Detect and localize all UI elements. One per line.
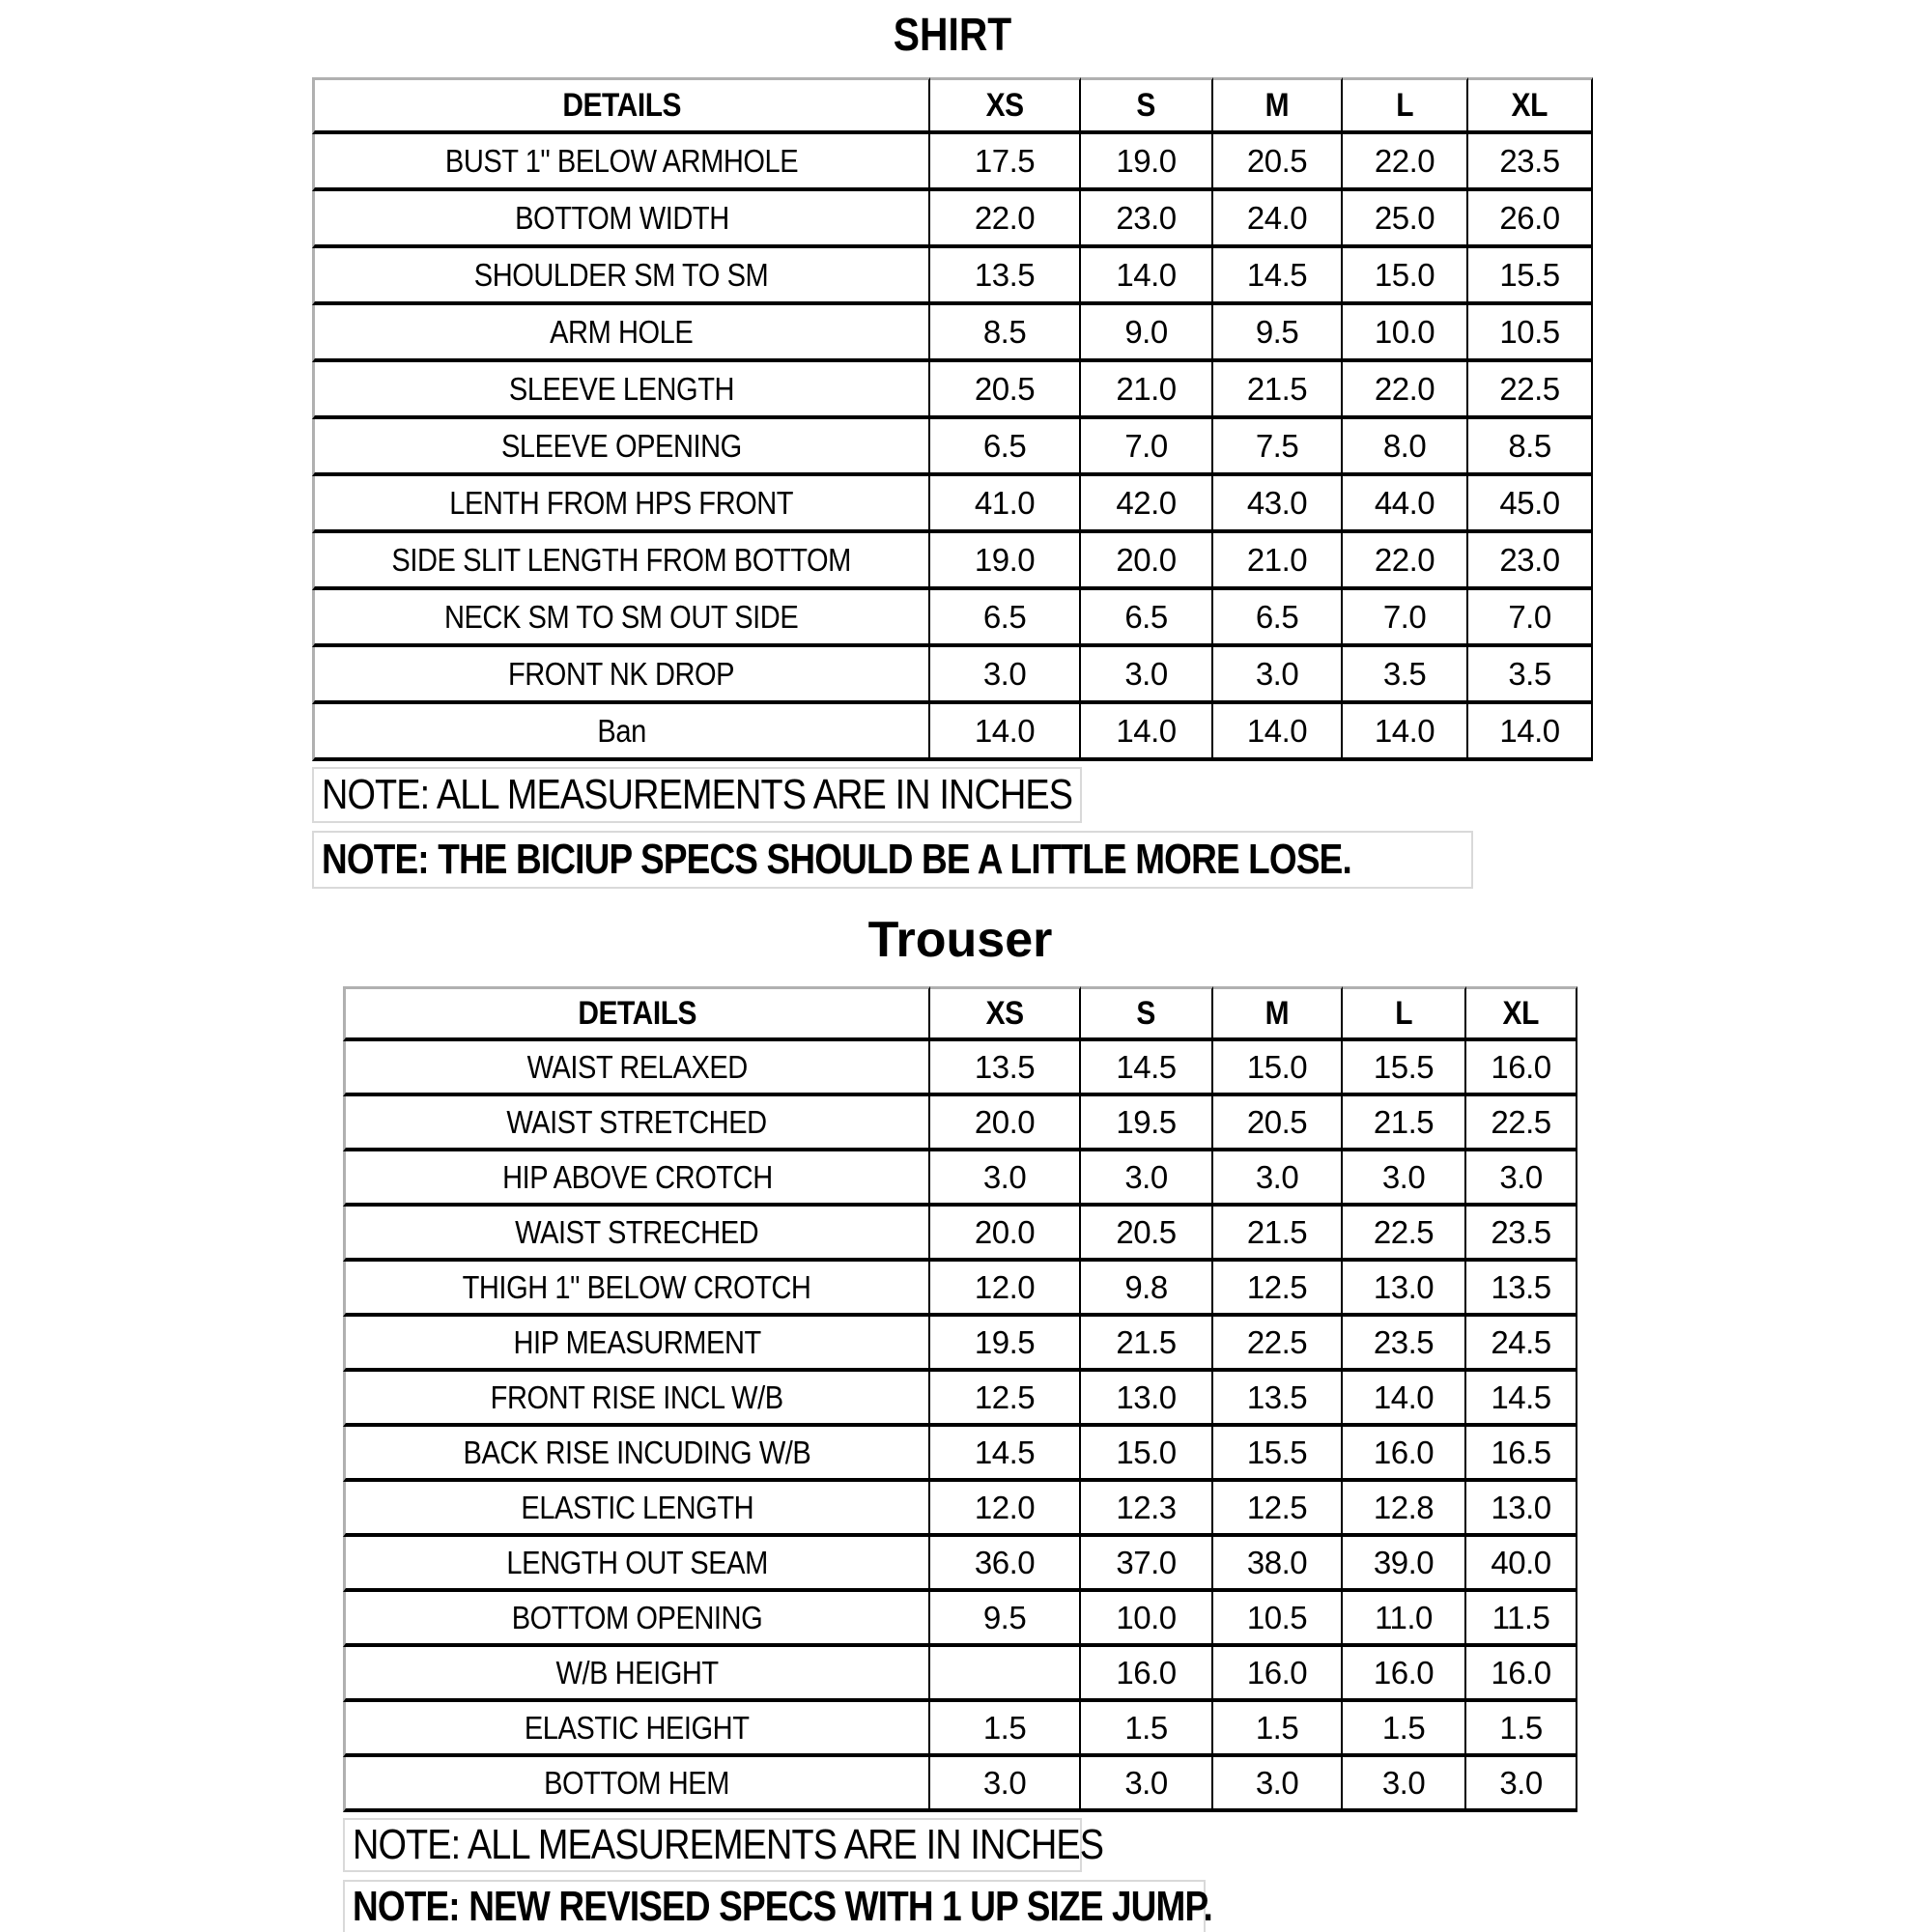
value-cell: 15.5 <box>1343 1041 1466 1096</box>
value-cell: 21.0 <box>1213 533 1343 590</box>
value-cell: 22.0 <box>1343 134 1468 191</box>
table-row <box>343 1647 1577 1702</box>
value-cell: 7.0 <box>1343 590 1468 647</box>
column-header-xs <box>930 77 1081 134</box>
detail-label-cell <box>312 362 930 419</box>
value-cell: 7.0 <box>1468 590 1593 647</box>
value-cell: 1.5 <box>1081 1702 1213 1757</box>
column-header-xl <box>1468 77 1593 134</box>
detail-label: WAIST STRETCHED <box>506 1103 768 1140</box>
table-row <box>312 305 1593 362</box>
value-cell: 38.0 <box>1213 1537 1343 1592</box>
table-row <box>343 1537 1577 1592</box>
value-cell: 16.0 <box>1081 1647 1213 1702</box>
value-cell: 22.5 <box>1466 1096 1577 1151</box>
value-cell: 19.5 <box>1081 1096 1213 1151</box>
value-cell: 3.0 <box>930 1151 1081 1207</box>
value-cell: 6.5 <box>1081 590 1213 647</box>
table-row <box>312 362 1593 419</box>
value-cell: 1.5 <box>1466 1702 1577 1757</box>
value-cell: 42.0 <box>1081 476 1213 533</box>
value-cell: 20.5 <box>1213 1096 1343 1151</box>
table-row <box>312 134 1593 191</box>
value-cell: 3.0 <box>930 1757 1081 1812</box>
value-cell: 22.5 <box>1213 1317 1343 1372</box>
shirt-note-measurements-text: NOTE: ALL MEASUREMENTS ARE IN INCHES <box>322 771 1073 818</box>
value-cell: 3.0 <box>1466 1151 1577 1207</box>
value-cell: 10.0 <box>1081 1592 1213 1647</box>
value-cell: 23.5 <box>1468 134 1593 191</box>
detail-label-cell <box>312 134 930 191</box>
value-cell: 13.0 <box>1343 1262 1466 1317</box>
value-cell: 21.5 <box>1213 362 1343 419</box>
value-cell: 13.5 <box>930 1041 1081 1096</box>
value-cell: 12.5 <box>1213 1482 1343 1537</box>
column-header-details <box>343 986 930 1041</box>
value-cell: 21.0 <box>1081 362 1213 419</box>
value-cell: 16.0 <box>1343 1427 1466 1482</box>
value-cell: 14.0 <box>1081 704 1213 761</box>
value-cell: 8.0 <box>1343 419 1468 476</box>
table-row <box>312 590 1593 647</box>
value-cell: 23.0 <box>1468 533 1593 590</box>
value-cell: 19.0 <box>930 533 1081 590</box>
value-cell: 11.5 <box>1466 1592 1577 1647</box>
detail-label-cell <box>343 1207 930 1262</box>
column-header-label: S <box>1136 994 1156 1032</box>
value-cell: 13.0 <box>1466 1482 1577 1537</box>
detail-label: W/B HEIGHT <box>555 1654 719 1690</box>
header-row <box>343 986 1577 1041</box>
value-cell: 23.0 <box>1081 191 1213 248</box>
detail-label-cell <box>312 647 930 704</box>
column-header-s <box>1081 986 1213 1041</box>
shirt-note-bicep-specs <box>312 831 1473 889</box>
detail-label-cell <box>343 1757 930 1812</box>
value-cell: 22.0 <box>1343 533 1468 590</box>
value-cell: 15.5 <box>1213 1427 1343 1482</box>
detail-label: ARM HOLE <box>550 313 694 350</box>
detail-label: BOTTOM WIDTH <box>514 199 729 236</box>
value-cell: 25.0 <box>1343 191 1468 248</box>
column-header-label: L <box>1396 86 1413 124</box>
detail-label: WAIST RELAXED <box>526 1048 748 1085</box>
detail-label-cell <box>343 1592 930 1647</box>
table-row <box>343 1757 1577 1812</box>
value-cell: 20.0 <box>930 1096 1081 1151</box>
value-cell: 3.0 <box>1081 647 1213 704</box>
table-row <box>343 1427 1577 1482</box>
detail-label: HIP ABOVE CROTCH <box>501 1158 773 1195</box>
detail-label: Ban <box>597 712 646 749</box>
detail-label-cell <box>312 248 930 305</box>
header-row <box>312 77 1593 134</box>
value-cell: 23.5 <box>1466 1207 1577 1262</box>
column-header-details <box>312 77 930 134</box>
detail-label-cell <box>343 1262 930 1317</box>
table-row <box>312 476 1593 533</box>
column-header-label: DETAILS <box>562 86 681 124</box>
detail-label: LENGTH OUT SEAM <box>506 1544 768 1580</box>
value-cell: 16.0 <box>1343 1647 1466 1702</box>
value-cell: 41.0 <box>930 476 1081 533</box>
detail-label-cell <box>312 533 930 590</box>
value-cell: 40.0 <box>1466 1537 1577 1592</box>
value-cell: 13.0 <box>1081 1372 1213 1427</box>
value-cell: 3.5 <box>1343 647 1468 704</box>
value-cell: 11.0 <box>1343 1592 1466 1647</box>
column-header-label: L <box>1395 994 1412 1032</box>
value-cell: 17.5 <box>930 134 1081 191</box>
detail-label: BOTTOM HEM <box>544 1764 730 1801</box>
detail-label-cell <box>312 704 930 761</box>
value-cell: 23.5 <box>1343 1317 1466 1372</box>
value-cell: 37.0 <box>1081 1537 1213 1592</box>
value-cell: 20.5 <box>1081 1207 1213 1262</box>
detail-label-cell <box>343 1427 930 1482</box>
detail-label: FRONT RISE INCL W/B <box>490 1378 784 1415</box>
value-cell: 8.5 <box>1468 419 1593 476</box>
table-row <box>312 419 1593 476</box>
value-cell: 12.3 <box>1081 1482 1213 1537</box>
value-cell: 20.0 <box>930 1207 1081 1262</box>
detail-label-cell <box>343 1096 930 1151</box>
value-cell: 10.5 <box>1213 1592 1343 1647</box>
detail-label-cell <box>312 305 930 362</box>
value-cell: 3.0 <box>1213 1151 1343 1207</box>
detail-label: ELASTIC HEIGHT <box>525 1709 750 1746</box>
table-row <box>312 704 1593 761</box>
value-cell: 1.5 <box>1343 1702 1466 1757</box>
value-cell: 12.5 <box>1213 1262 1343 1317</box>
column-header-label: XL <box>1511 86 1548 124</box>
detail-label: BOTTOM OPENING <box>511 1599 763 1635</box>
value-cell: 43.0 <box>1213 476 1343 533</box>
column-header-label: S <box>1136 86 1156 124</box>
detail-label: NECK SM TO SM OUT SIDE <box>444 598 799 635</box>
value-cell: 3.0 <box>930 647 1081 704</box>
value-cell: 12.5 <box>930 1372 1081 1427</box>
trouser-title-text: Trouser <box>867 912 1053 968</box>
value-cell: 3.0 <box>1081 1757 1213 1812</box>
detail-label: WAIST STRECHED <box>515 1213 759 1250</box>
value-cell: 24.0 <box>1213 191 1343 248</box>
value-cell: 7.0 <box>1081 419 1213 476</box>
value-cell: 16.0 <box>1213 1647 1343 1702</box>
column-header-l <box>1343 77 1468 134</box>
column-header-label: M <box>1264 86 1290 124</box>
value-cell: 9.5 <box>930 1592 1081 1647</box>
value-cell: 45.0 <box>1468 476 1593 533</box>
table-row <box>312 191 1593 248</box>
value-cell: 44.0 <box>1343 476 1468 533</box>
column-header-label: XS <box>985 86 1024 124</box>
detail-label: SHOULDER SM TO SM <box>474 256 769 293</box>
value-cell: 21.5 <box>1343 1096 1466 1151</box>
value-cell: 10.0 <box>1343 305 1468 362</box>
value-cell: 24.5 <box>1466 1317 1577 1372</box>
detail-label-cell <box>343 1317 930 1372</box>
value-cell: 15.0 <box>1081 1427 1213 1482</box>
detail-label-cell <box>343 1702 930 1757</box>
column-header-l <box>1343 986 1466 1041</box>
value-cell: 3.0 <box>1213 647 1343 704</box>
value-cell: 12.0 <box>930 1482 1081 1537</box>
value-cell: 3.0 <box>1466 1757 1577 1812</box>
detail-label-cell <box>312 590 930 647</box>
detail-label: BUST 1" BELOW ARMHOLE <box>444 142 799 179</box>
column-header-label: M <box>1264 994 1290 1032</box>
detail-label: BACK RISE INCUDING W/B <box>463 1434 811 1470</box>
value-cell: 13.5 <box>930 248 1081 305</box>
value-cell: 22.0 <box>1343 362 1468 419</box>
trouser-note-revised-specs <box>343 1880 1212 1932</box>
column-header-label: DETAILS <box>578 994 696 1032</box>
table-row <box>343 1262 1577 1317</box>
value-cell: 15.0 <box>1213 1041 1343 1096</box>
value-cell: 14.0 <box>1468 704 1593 761</box>
value-cell: 3.0 <box>1343 1757 1466 1812</box>
detail-label-cell <box>312 476 930 533</box>
value-cell: 19.5 <box>930 1317 1081 1372</box>
column-header-m <box>1213 986 1343 1041</box>
value-cell: 6.5 <box>930 419 1081 476</box>
detail-label: SIDE SLIT LENGTH FROM BOTTOM <box>391 541 852 578</box>
value-cell: 1.5 <box>1213 1702 1343 1757</box>
value-cell: 20.5 <box>930 362 1081 419</box>
shirt-size-table <box>312 77 1593 761</box>
value-cell: 8.5 <box>930 305 1081 362</box>
value-cell: 3.0 <box>1343 1151 1466 1207</box>
value-cell: 26.0 <box>1468 191 1593 248</box>
table-row <box>343 1096 1577 1151</box>
table-row <box>343 1702 1577 1757</box>
detail-label-cell <box>312 419 930 476</box>
trouser-size-table <box>343 986 1577 1812</box>
value-cell: 7.5 <box>1213 419 1343 476</box>
column-header-label: XS <box>985 994 1024 1032</box>
detail-label-cell <box>343 1647 930 1702</box>
column-header-xl <box>1466 986 1577 1041</box>
value-cell: 14.0 <box>1343 704 1468 761</box>
value-cell: 9.5 <box>1213 305 1343 362</box>
value-cell: 20.0 <box>1081 533 1213 590</box>
table-row <box>312 533 1593 590</box>
detail-label: HIP MEASURMENT <box>513 1323 761 1360</box>
detail-label: FRONT NK DROP <box>508 655 735 692</box>
table-row <box>312 647 1593 704</box>
value-cell: 21.5 <box>1081 1317 1213 1372</box>
detail-label: SLEEVE OPENING <box>501 427 742 464</box>
detail-label: THIGH 1" BELOW CROTCH <box>463 1268 811 1305</box>
value-cell: 14.5 <box>1081 1041 1213 1096</box>
value-cell: 10.5 <box>1468 305 1593 362</box>
trouser-note-revised-specs-text: NOTE: NEW REVISED SPECS WITH 1 UP SIZE JUMP. <box>353 1883 1212 1930</box>
value-cell: 14.5 <box>1466 1372 1577 1427</box>
value-cell: 14.0 <box>1081 248 1213 305</box>
value-cell: 1.5 <box>930 1702 1081 1757</box>
trouser-note-measurements <box>343 1818 1104 1872</box>
value-cell: 19.0 <box>1081 134 1213 191</box>
table-row <box>343 1482 1577 1537</box>
table-row <box>343 1372 1577 1427</box>
value-cell: 21.5 <box>1213 1207 1343 1262</box>
trouser-note-measurements-text: NOTE: ALL MEASUREMENTS ARE IN INCHES <box>353 1821 1104 1868</box>
value-cell: 39.0 <box>1343 1537 1466 1592</box>
value-cell: 16.0 <box>1466 1041 1577 1096</box>
column-header-label: XL <box>1502 994 1540 1032</box>
value-cell: 3.0 <box>1081 1151 1213 1207</box>
table-row <box>343 1592 1577 1647</box>
value-cell: 9.0 <box>1081 305 1213 362</box>
value-cell: 36.0 <box>930 1537 1081 1592</box>
detail-label: SLEEVE LENGTH <box>508 370 735 407</box>
detail-label-cell <box>343 1151 930 1207</box>
detail-label-cell <box>343 1041 930 1096</box>
shirt-title-text: SHIRT <box>893 10 1012 61</box>
value-cell: 14.0 <box>930 704 1081 761</box>
detail-label: ELASTIC LENGTH <box>521 1489 753 1525</box>
value-cell: 20.5 <box>1213 134 1343 191</box>
shirt-note-bicep-specs-text: NOTE: THE BICIUP SPECS SHOULD BE A LITTLE MORE LOSE. <box>322 836 1351 883</box>
detail-label-cell <box>343 1372 930 1427</box>
value-cell: 6.5 <box>1213 590 1343 647</box>
table-row <box>312 248 1593 305</box>
value-cell: 22.0 <box>930 191 1081 248</box>
value-cell: 3.5 <box>1468 647 1593 704</box>
value-cell: 14.5 <box>1213 248 1343 305</box>
detail-label: LENTH FROM HPS FRONT <box>449 484 794 521</box>
value-cell: 14.0 <box>1343 1372 1466 1427</box>
value-cell: 15.0 <box>1343 248 1468 305</box>
value-cell: 3.0 <box>1213 1757 1343 1812</box>
value-cell: 13.5 <box>1213 1372 1343 1427</box>
value-cell: 12.0 <box>930 1262 1081 1317</box>
trouser-title <box>343 910 1577 970</box>
shirt-title <box>312 8 1593 64</box>
table-row <box>343 1317 1577 1372</box>
table-row <box>343 1207 1577 1262</box>
value-cell: 16.5 <box>1466 1427 1577 1482</box>
value-cell: 9.8 <box>1081 1262 1213 1317</box>
column-header-xs <box>930 986 1081 1041</box>
value-cell: 16.0 <box>1466 1647 1577 1702</box>
value-cell: 14.0 <box>1213 704 1343 761</box>
column-header-m <box>1213 77 1343 134</box>
shirt-note-measurements <box>312 767 1082 823</box>
value-cell: 13.5 <box>1466 1262 1577 1317</box>
value-cell: 6.5 <box>930 590 1081 647</box>
value-cell: 22.5 <box>1343 1207 1466 1262</box>
value-cell: 14.5 <box>930 1427 1081 1482</box>
value-cell <box>930 1647 1081 1702</box>
value-cell: 15.5 <box>1468 248 1593 305</box>
detail-label-cell <box>312 191 930 248</box>
value-cell: 22.5 <box>1468 362 1593 419</box>
detail-label-cell <box>343 1482 930 1537</box>
column-header-s <box>1081 77 1213 134</box>
detail-label-cell <box>343 1537 930 1592</box>
value-cell: 12.8 <box>1343 1482 1466 1537</box>
table-row <box>343 1041 1577 1096</box>
table-row <box>343 1151 1577 1207</box>
